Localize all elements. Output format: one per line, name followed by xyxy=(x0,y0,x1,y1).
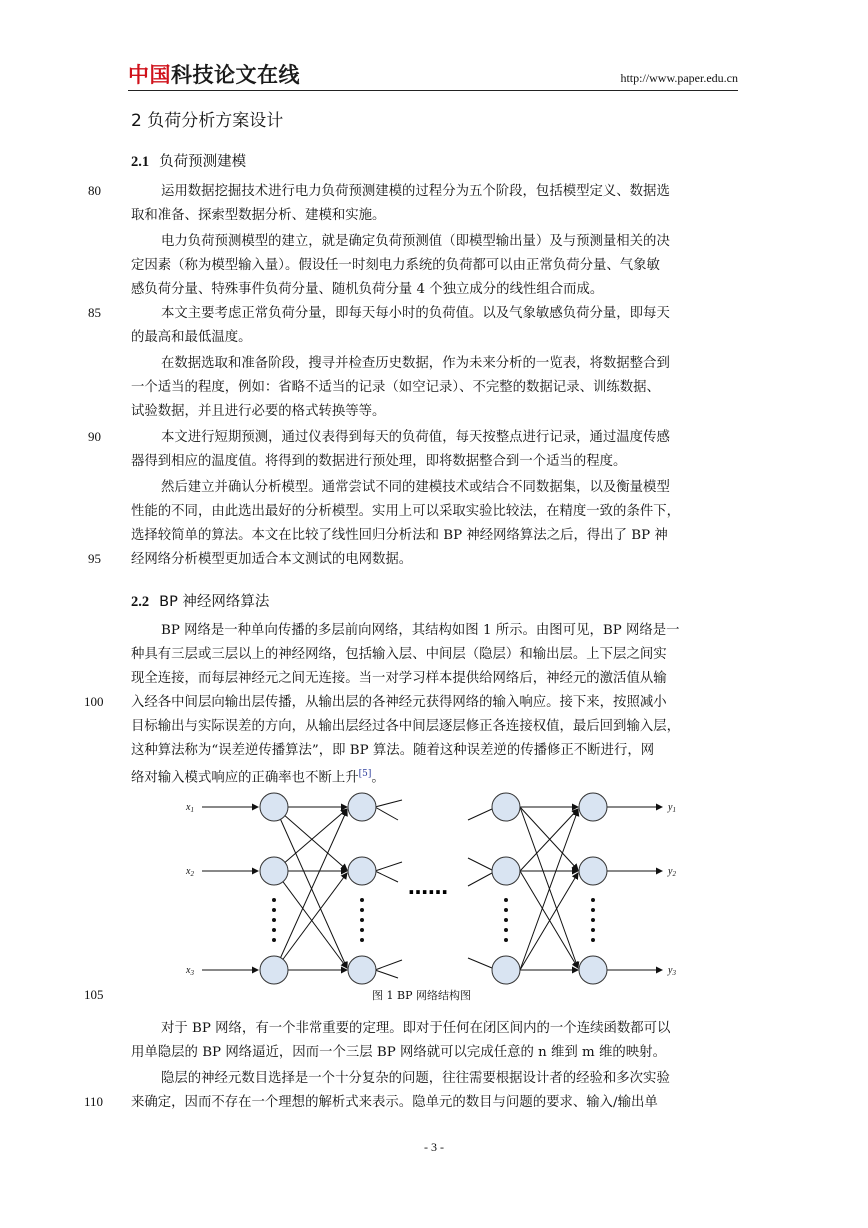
subsection-2-2 xyxy=(131,590,269,611)
body-line: 在数据选取和准备阶段，搜寻并检查历史数据，作为未来分析的一览表，将数据整合到 xyxy=(161,356,670,371)
neuron xyxy=(348,956,376,984)
neuron xyxy=(260,793,288,821)
line-number: 80 xyxy=(88,183,101,198)
page-header xyxy=(128,62,738,91)
body-line: 试验数据，并且进行必要的格式转换等等。 xyxy=(131,404,386,419)
body-line: 对于 BP 网络，有一个非常重要的定理。即对于任何在闭区间内的一个连续函数都可以 xyxy=(161,1021,671,1036)
neuron xyxy=(492,793,520,821)
output-label: $y_3$ xyxy=(668,965,676,977)
body-line: 这种算法称为“误差逆传播算法”，即 BP 算法。随着这种误差逆的传播修正不断进行，网 xyxy=(131,743,655,758)
body-line: 本文主要考虑正常负荷分量，即每天每小时的负荷值。以及气象敏感负荷分量，即每天 xyxy=(161,306,670,321)
body-line: 的最高和最低温度。 xyxy=(131,330,252,345)
body-line: BP 网络是一种单向传播的多层前向网络，其结构如图 1 所示。由图可见，BP 网络是一 xyxy=(161,623,680,638)
body-line: 现全连接，而每层神经元之间无连接。当一对学习样本提供给网络后，神经元的激活值从输 xyxy=(131,671,667,686)
neuron xyxy=(579,793,607,821)
logo-dark-text: 科技论文在线 xyxy=(171,63,300,87)
bp-network-figure xyxy=(180,790,700,985)
section-title: 2 负荷分析方案设计 xyxy=(131,111,284,131)
body-line: 目标输出与实际误差的方向，从输出层经过各中间层逐层修正各连接权值，最后回到输入层， xyxy=(131,719,681,734)
output-label: $y_1$ xyxy=(668,802,676,814)
body-line: 隐层的神经元数目选择是一个十分复杂的问题，往往需要根据设计者的经验和多次实验 xyxy=(161,1071,670,1086)
body-line: 器得到相应的温度值。将得到的数据进行预处理，即将数据整合到一个适当的程度。 xyxy=(131,454,627,469)
header-url[interactable]: http://www.paper.edu.cn xyxy=(620,71,738,85)
neuron xyxy=(579,956,607,984)
subsection-number: 2.1 xyxy=(131,154,150,170)
body-line-tail: 。 xyxy=(371,770,385,786)
body-line-text: 络对输入模式响应的正确率也不断上升 xyxy=(131,770,359,786)
input-label: $x_1$ xyxy=(186,802,194,814)
neuron xyxy=(579,857,607,885)
body-line: 入经各中间层向输出层传播，从输出层的各神经元获得网络的输入响应。接下来，按照减小 xyxy=(131,695,667,710)
citation-link[interactable]: [5] xyxy=(358,769,372,779)
body-line: 来确定，因而不存在一个理想的解析式来表示。隐单元的数目与问题的要求、输入/输出单 xyxy=(131,1095,658,1110)
body-line: 一个适当的程度，例如：省略不适当的记录（如空记录）、不完整的数据记录、训练数据、 xyxy=(131,380,660,395)
body-line: 取和准备、探索型数据分析、建模和实施。 xyxy=(131,208,386,223)
body-line: 用单隐层的 BP 网络逼近，因而一个三层 BP 网络就可以完成任意的 n 维到 m 维的映射。 xyxy=(131,1045,666,1060)
neuron xyxy=(260,857,288,885)
body-line: 种具有三层或三层以上的神经网络，包括输入层、中间层（隐层）和输出层。上下层之间实 xyxy=(131,647,667,662)
neuron xyxy=(492,857,520,885)
body-line: 本文进行短期预测，通过仪表得到每天的负荷值，每天按整点进行记录，通过温度传感 xyxy=(161,430,670,445)
body-line: 运用数据挖掘技术进行电力负荷预测建模的过程分为五个阶段，包括模型定义、数据选 xyxy=(161,184,670,199)
body-line: 经网络分析模型更加适合本文测试的电网数据。 xyxy=(131,552,413,567)
neuron xyxy=(348,793,376,821)
neuron xyxy=(348,857,376,885)
line-number: 85 xyxy=(88,305,101,320)
body-line: 性能的不同，由此选出最好的分析模型。实用上可以采取实验比较法，在精度一致的条件下， xyxy=(131,504,681,519)
vertical-ellipsis-dots xyxy=(272,898,595,942)
output-label: $y_2$ xyxy=(668,866,676,878)
body-line: 感负荷分量、特殊事件负荷分量、随机负荷分量 4 个独立成分的线性组合而成。 xyxy=(131,282,604,297)
neuron xyxy=(260,956,288,984)
line-number: 95 xyxy=(88,551,101,566)
line-number: 90 xyxy=(88,429,101,444)
line-number: 100 xyxy=(84,694,104,709)
body-line: 定因素（称为模型输入量）。假设任一时刻电力系统的负荷都可以由正常负荷分量、气象敏 xyxy=(131,258,660,273)
journal-logo xyxy=(128,62,300,88)
subsection-number: 2.2 xyxy=(131,594,150,610)
input-label: $x_3$ xyxy=(186,965,194,977)
body-line: 然后建立并确认分析模型。通常尝试不同的建模技术或结合不同数据集，以及衡量模型 xyxy=(161,480,670,495)
neuron xyxy=(492,956,520,984)
subsection-2-1 xyxy=(131,150,246,171)
line-number: 110 xyxy=(84,1094,104,1109)
body-line xyxy=(131,766,739,786)
figure-caption: 图 1 BP 网络结构图 xyxy=(372,989,471,1002)
input-label: $x_2$ xyxy=(186,866,194,878)
line-number: 105 xyxy=(84,987,104,1002)
page-number: - 3 - xyxy=(424,1140,444,1154)
subsection-title: 负荷预测建模 xyxy=(159,154,247,170)
body-line: 电力负荷预测模型的建立，就是确定负荷预测值（即模型输出量）及与预测量相关的决 xyxy=(161,234,670,249)
logo-red-text: 中国 xyxy=(128,63,171,87)
body-line: 选择较简单的算法。本文在比较了线性回归分析法和 BP 神经网络算法之后，得出了 BP 神 xyxy=(131,528,668,543)
horizontal-ellipsis: …… xyxy=(408,875,448,899)
subsection-title: BP 神经网络算法 xyxy=(159,594,270,610)
